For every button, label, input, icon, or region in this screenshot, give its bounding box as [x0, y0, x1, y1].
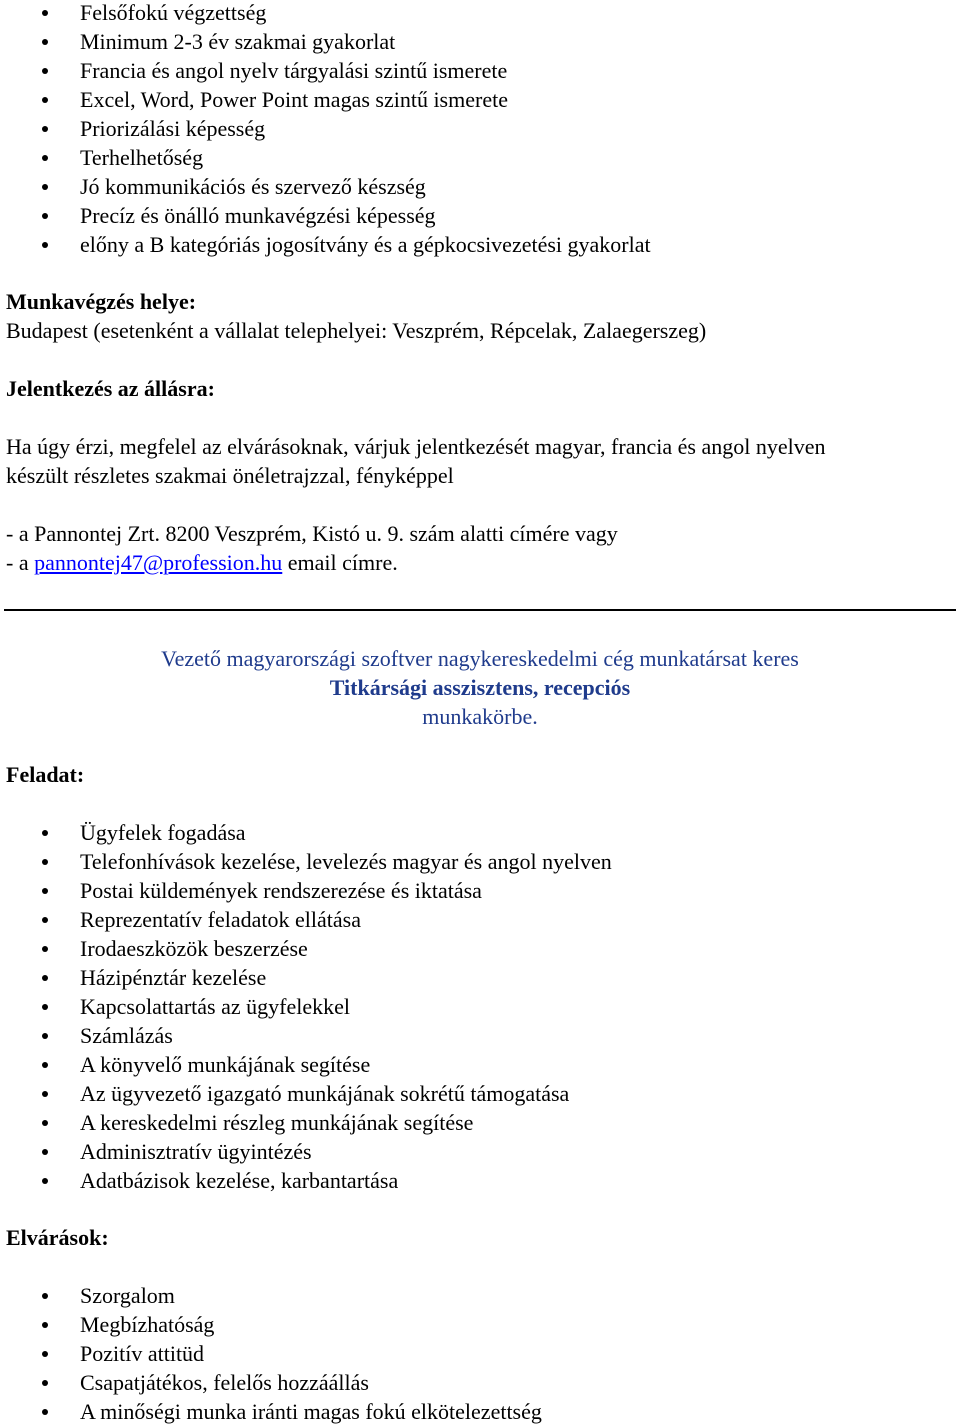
list-item: Reprezentatív feladatok ellátása — [0, 905, 960, 934]
address-line: - a Pannontej Zrt. 8200 Veszprém, Kistó u. 9. szám alatti címére vagy — [6, 521, 618, 546]
application-text — [0, 432, 825, 490]
ad-position: Titkársági asszisztens, recepciós — [329, 675, 631, 700]
list-item: Excel, Word, Power Point magas szintű ismerete — [0, 85, 960, 114]
list-item: Adminisztratív ügyintézés — [0, 1137, 960, 1166]
workplace-heading: Munkavégzés helye: — [6, 289, 197, 314]
list-item: Felsőfokú végzettség — [0, 0, 960, 27]
email-suffix: email címre. — [282, 550, 398, 575]
list-item: Csapatjátékos, felelős hozzáállás — [0, 1368, 960, 1397]
email-prefix: - a — [6, 550, 35, 575]
application-line-2: készült részletes szakmai önéletrajzzal, fényképpel — [6, 463, 454, 488]
workplace-section — [0, 287, 706, 345]
list-item: Terhelhetőség — [0, 143, 960, 172]
application-contacts — [0, 519, 618, 577]
ad-outro: munkakörbe. — [422, 704, 538, 729]
email-line — [0, 548, 618, 577]
ad-intro: Vezető magyarországi szoftver nagykereskedelmi cég munkatársat keres — [161, 646, 799, 671]
workplace-text: Budapest (esetenként a vállalat telephelyei: Veszprém, Répcelak, Zalaegerszeg) — [6, 318, 707, 343]
list-item: Házipénztár kezelése — [0, 963, 960, 992]
list-item: A kereskedelmi részleg munkájának segítése — [0, 1108, 960, 1137]
email-link[interactable]: pannontej47@profession.hu — [34, 550, 283, 575]
list-item: A minőségi munka iránti magas fokú elkötelezettség — [0, 1397, 960, 1426]
list-item: Az ügyvezető igazgató munkájának sokrétű támogatása — [0, 1079, 960, 1108]
list-item: Precíz és önálló munkavégzési képesség — [0, 201, 960, 230]
list-item: Postai küldemények rendszerezése és iktatása — [0, 876, 960, 905]
list-item: Megbízhatóság — [0, 1310, 960, 1339]
application-section — [0, 374, 215, 403]
section-divider — [4, 609, 956, 611]
list-item: Francia és angol nyelv tárgyalási szintű ismerete — [0, 56, 960, 85]
list-item: Kapcsolattartás az ügyfelekkel — [0, 992, 960, 1021]
application-heading: Jelentkezés az állásra: — [6, 376, 215, 401]
requirements-list-previous-ad — [0, 0, 960, 259]
list-item: Szorgalom — [0, 1281, 960, 1310]
list-item: A könyvelő munkájának segítése — [0, 1050, 960, 1079]
tasks-heading: Feladat: — [6, 762, 85, 787]
tasks-section — [0, 760, 84, 789]
list-item: előny a B kategóriás jogosítvány és a gépkocsivezetési gyakorlat — [0, 230, 960, 259]
list-item: Minimum 2-3 év szakmai gyakorlat — [0, 27, 960, 56]
ad-header — [0, 644, 960, 731]
list-item: Ügyfelek fogadása — [0, 818, 960, 847]
requirements-section — [0, 1223, 109, 1252]
list-item: Irodaeszközök beszerzése — [0, 934, 960, 963]
list-item: Adatbázisok kezelése, karbantartása — [0, 1166, 960, 1195]
list-item: Számlázás — [0, 1021, 960, 1050]
requirements-heading: Elvárások: — [6, 1225, 109, 1250]
application-line-1: Ha úgy érzi, megfelel az elvárásoknak, várjuk jelentkezését magyar, francia és angol nyelven — [6, 434, 826, 459]
list-item: Priorizálási képesség — [0, 114, 960, 143]
tasks-list — [0, 818, 960, 1195]
list-item: Jó kommunikációs és szervező készség — [0, 172, 960, 201]
list-item: Pozitív attitüd — [0, 1339, 960, 1368]
requirements-list — [0, 1281, 960, 1426]
list-item: Telefonhívások kezelése, levelezés magyar és angol nyelven — [0, 847, 960, 876]
